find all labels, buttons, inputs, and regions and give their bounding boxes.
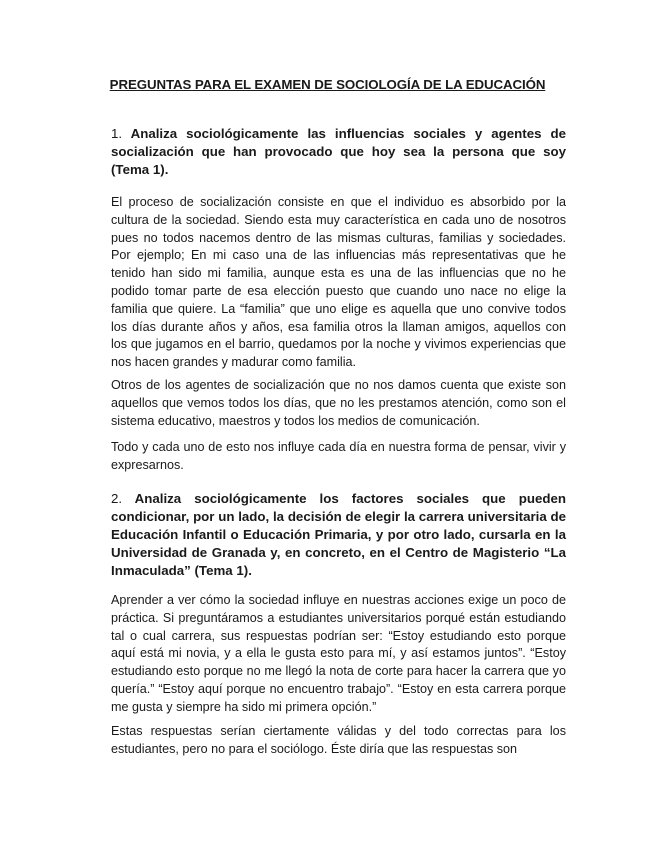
question-2-paragraph-2: Estas respuestas serían ciertamente válidas y del todo correctas para los estudiantes, pero no para el sociólogo. Éste diría que las respuestas son — [111, 724, 566, 756]
question-2 — [111, 490, 566, 580]
document-title: PREGUNTAS PARA EL EXAMEN DE SOCIOLOGÍA DE LA EDUCACIÓN — [109, 77, 546, 92]
question-1-text: Analiza sociológicamente las influencias sociales y agentes de socialización que han provocado que hoy sea la persona que soy (Tema 1). — [111, 126, 566, 177]
question-1 — [111, 125, 566, 179]
question-1-paragraph-3: Todo y cada uno de esto nos influye cada día en nuestra forma de pensar, vivir y expresarnos. — [111, 440, 566, 472]
question-1-paragraph-1: El proceso de socialización consiste en que el individuo es absorbido por la cultura de la sociedad. Siendo esta muy característica en cada uno de nosotros pues no todos nacemos dentro de las mismas culturas, familias y sociedades. Por ejemplo; En mi caso una de las influencias más representativas que he tenido han sido mi familia, aunque esta es una de las influencias que no he podido tomar parte de esa elección puesto que cuando uno nace no elige la familia que quiere. La “familia” que uno elige es aquella que uno convive todos los días durante años y años, esa familia otros la llaman amigos, aquellos con los que jugamos en el barrio, quedamos por la noche y vivimos experiencias que nos hacen grandes y madurar como familia. — [111, 195, 566, 370]
question-2-paragraph-1: Aprender a ver cómo la sociedad influye en nuestras acciones exige un poco de práctica. Si preguntáramos a estudiantes universitarios porqué están estudiando tal o cual carrera, sus respuestas podrían ser: “Estoy estudiando esto porque aquí está mi novia, y a ella le gusta esto para mí, y así estamos juntos”. “Estoy estudiando esto porque no me llegó la nota de corte para hacer la carrera que yo quería.” “Estoy aquí porque no encuentro trabajo”. “Estoy en esta carrera porque me gusta y siempre ha sido mi primera opción.” — [111, 593, 566, 714]
question-2-text: Analiza sociológicamente los factores sociales que pueden condicionar, por un lado, la decisión de elegir la carrera universitaria de Educación Infantil o Educación Primaria, y por otro lado, cursarla en la Universidad de Granada y, en concreto, en el Centro de Magisterio “La Inmaculada” (Tema 1). — [111, 491, 566, 578]
question-1-number: 1. — [111, 126, 123, 141]
question-2-number: 2. — [111, 491, 123, 506]
question-1-paragraph-2: Otros de los agentes de socialización que no nos damos cuenta que existe son aquellos que vemos todos los días, que no les prestamos atención, como son el sistema educativo, maestros y todos los medios de comunicación. — [111, 378, 566, 428]
